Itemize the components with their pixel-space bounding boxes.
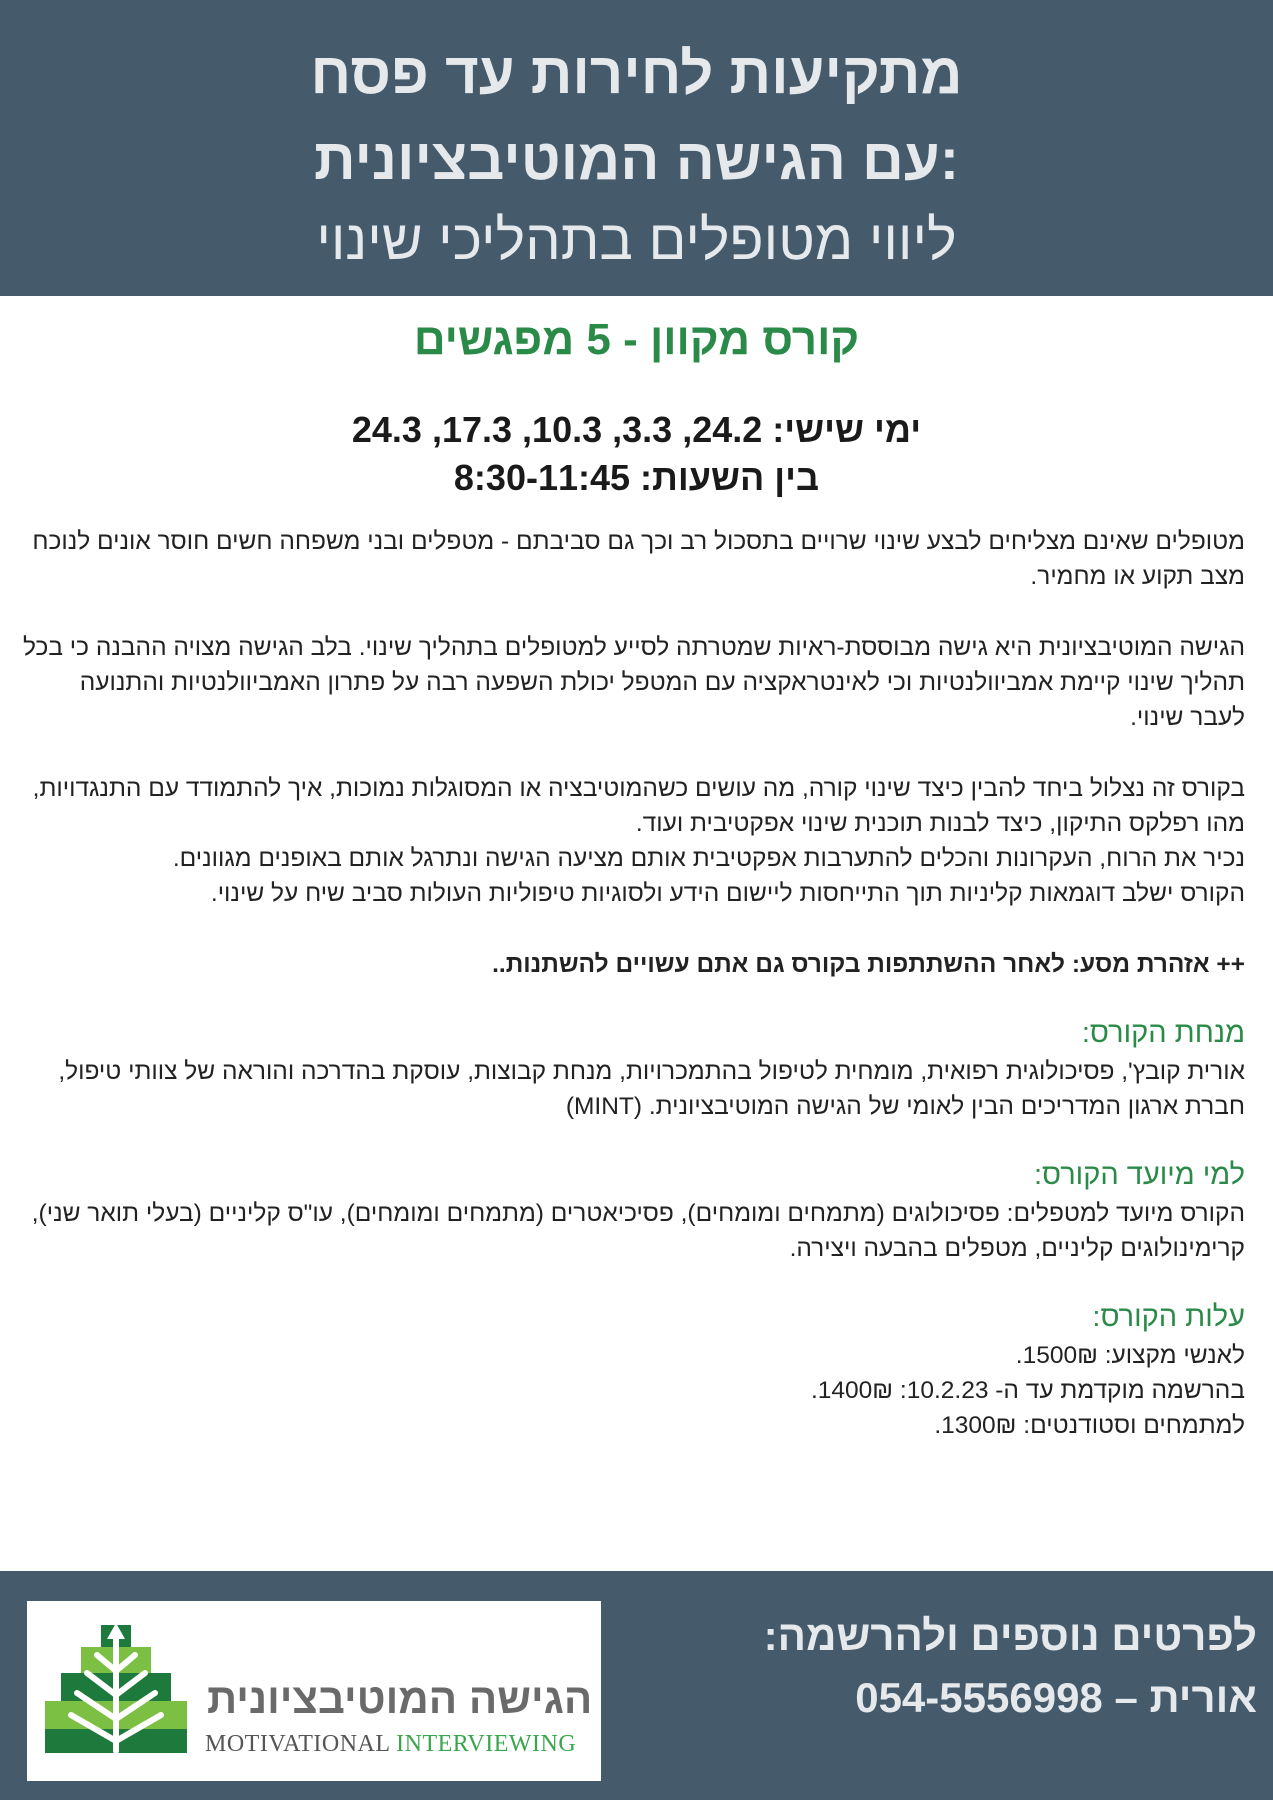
cost-students: למתמחים וסטודנטים: 1300₪.: [934, 1412, 1245, 1439]
contact-title: לפרטים נוספים ולהרשמה:: [763, 1612, 1257, 1659]
header-subtitle: ליווי מטופלים בתהליכי שינוי: [316, 208, 957, 271]
course-schedule: [0, 406, 1273, 502]
paragraph-approach: הגישה המוטיבציונית היא גישה מבוססת-ראיות שמטרתה לסייע למטופלים בתהליך שינוי. בלב הגישה מצויה ההבנה כי בכל תהליך שינוי קיימת אמביוולנטיות וכי לאינטראקציה עם המטפל יכולת השפעה רבה על פתרון האמביוולנטיות והתנועה לעבר שינוי.: [22, 634, 1245, 731]
logo-english-part2: INTERVIEWING: [396, 1731, 577, 1757]
audience-title: למי מיועד הקורס:: [1033, 1159, 1245, 1191]
motivational-interviewing-logo: [27, 1601, 601, 1781]
logo-hebrew-text: הגישה המוטיבציונית: [207, 1675, 593, 1722]
contact-info: [764, 1605, 1257, 1729]
cost-early-registration: בהרשמה מוקדמת עד ה- 10.2.23: 1400₪.: [810, 1377, 1245, 1404]
pyramid-tree-icon: [41, 1615, 191, 1765]
instructor-text: אורית קובץ', פסיכולוגית רפואית, מומחית לטיפול בהתמכרויות, מנחת קבוצות, עוסקת בהדרכה והוראה של צוותי טיפול, חברת ארגון המדריכים הבין לאומי של הגישה המוטיבציונית. (MINT): [58, 1058, 1245, 1120]
footer-banner: [0, 1571, 1273, 1800]
paragraph-intro: מטופלים שאינם מצליחים לבצע שינוי שרויים בתסכול רב וכך גם סביבתם - מטפלים ובני משפחה חשים חוסר אונים לנוכח מצב תקוע או מחמיר.: [32, 528, 1245, 590]
cost-professionals: לאנשי מקצוע: 1500₪.: [1015, 1342, 1245, 1369]
course-title: קורס מקוון - 5 מפגשים: [413, 315, 860, 364]
travel-warning: ++ אזהרת מסע: לאחר ההשתתפות בקורס גם אתם עשויים להשתנות..: [492, 951, 1245, 978]
logo-english-text: [205, 1731, 576, 1758]
contact-phone: אורית – 054-5556998: [855, 1674, 1257, 1721]
header-banner: [0, 0, 1273, 296]
paragraph-course-b: נכיר את הרוח, העקרונות והכלים להתערבות אפקטיבית אותם מציעה הגישה ונתרגל אותם באופנים מגוונים.: [172, 845, 1245, 872]
logo-english-part1: MOTIVATIONAL: [205, 1731, 390, 1757]
cost-title: עלות הקורס:: [1092, 1301, 1245, 1333]
header-title-line2: עם הגישה המוטיבציונית:: [313, 127, 960, 192]
course-hours: בין השעות: 8:30-11:45: [453, 457, 820, 498]
course-description: [22, 524, 1245, 1443]
course-days: ימי שישי: 24.2, 3.3, 10.3, 17.3, 24.3: [351, 409, 922, 450]
instructor-title: מנחת הקורס:: [1081, 1017, 1245, 1049]
audience-text: הקורס מיועד למטפלים: פסיכולוגים (מתמחים ומומחים), פסיכיאטרים (מתמחים ומומחים), עו"ס קליניים (בעלי תואר שני), קרימינולוגים קליניים, מטפלים בהבעה ויצירה.: [31, 1200, 1245, 1262]
paragraph-course-a: בקורס זה נצלול ביחד להבין כיצד שינוי קורה, מה עושים כשהמוטיבציה או המסוגלות נמוכות, איך להתמודד עם התנגדויות, מהו רפלקס התיקון, כיצד לבנות תוכנית שינוי אפקטיבית ועוד.: [32, 775, 1245, 837]
paragraph-course-c: הקורס ישלב דוגמאות קליניות תוך התייחסות ליישום הידע ולסוגיות טיפוליות העולות סביב שיח על שינוי.: [210, 880, 1245, 907]
header-title-line1: מתקיעות לחירות עד פסח: [310, 41, 963, 106]
